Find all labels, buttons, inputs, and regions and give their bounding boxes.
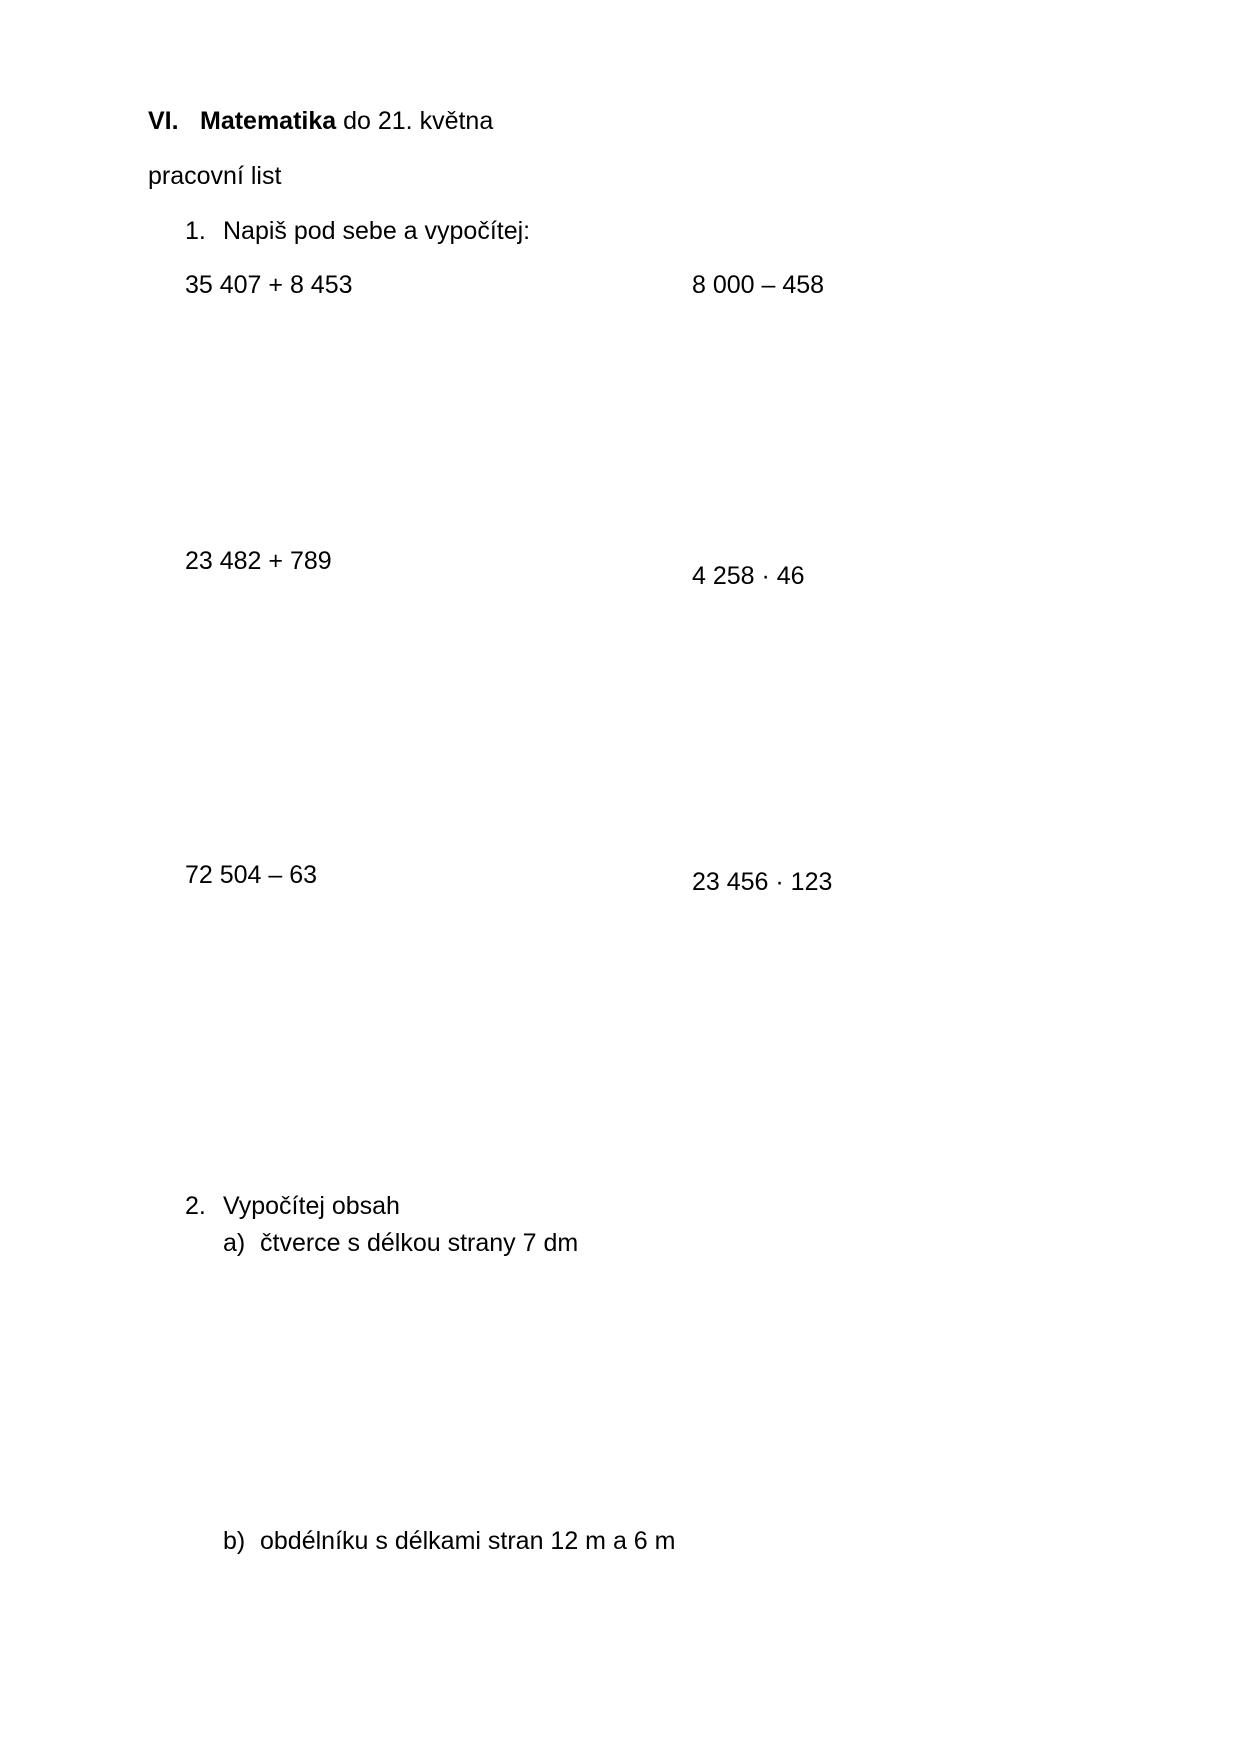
page-heading (148, 106, 493, 136)
problem-2: 8 000 – 458 (692, 271, 825, 299)
worksheet-subtitle: pracovní list (148, 162, 282, 190)
part-b-text: obdélníku s délkami stran 12 m a 6 m (260, 1527, 676, 1555)
task-2-number: 2. (185, 1192, 206, 1220)
task-1-instruction: Napiš pod sebe a vypočítej: (223, 217, 531, 245)
task-1-heading (185, 216, 530, 246)
task-2-part-a (223, 1228, 578, 1258)
problem-1: 35 407 + 8 453 (185, 271, 353, 299)
part-b-label: b) (223, 1527, 246, 1555)
task-1-number: 1. (185, 217, 206, 245)
task-2-heading (185, 1191, 400, 1221)
problem-4: 4 258 · 46 (692, 562, 805, 590)
section-number: VI. (148, 107, 179, 135)
problem-3: 23 482 + 789 (185, 547, 332, 575)
part-a-text: čtverce s délkou strany 7 dm (260, 1229, 579, 1257)
task-2-part-b (223, 1526, 675, 1556)
part-a-label: a) (223, 1229, 246, 1257)
deadline-text: do 21. května (343, 107, 494, 135)
subject-title: Matematika (200, 107, 337, 135)
problem-5: 72 504 – 63 (185, 861, 318, 889)
problem-6: 23 456 · 123 (692, 868, 833, 896)
task-2-instruction: Vypočítej obsah (223, 1192, 400, 1220)
